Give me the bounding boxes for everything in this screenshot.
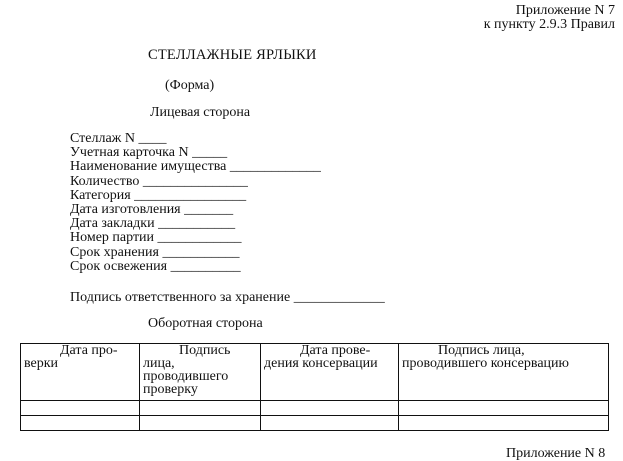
table-cell: [399, 401, 609, 416]
field-batch-number: Номер партии ____________: [70, 230, 242, 246]
field-storage-period: Срок хранения ___________: [70, 244, 240, 260]
field-account-card: Учетная карточка N _____: [70, 145, 228, 161]
table-cell: [399, 416, 609, 431]
field-refresh-period: Срок освежения __________: [70, 258, 241, 274]
table-header-row: [21, 344, 609, 401]
field-storage-date: Дата закладки ___________: [70, 216, 236, 232]
table-cell: [21, 416, 140, 431]
header-check-date: Дата про- верки: [21, 344, 140, 401]
inspection-table: [20, 343, 609, 431]
table-cell: [140, 401, 261, 416]
header-conservation-date: Дата прове- дения консервации: [261, 344, 399, 401]
field-rack-number: Стеллаж N ____: [70, 131, 167, 146]
table-cell: [140, 416, 261, 431]
appendix-reference: к пункту 2.9.3 Правил: [483, 17, 615, 32]
appendix-number: Приложение N 7: [515, 3, 615, 18]
appendix-header: [484, 4, 615, 32]
responsible-signature-line: Подпись ответственного за хранение _____________: [70, 290, 385, 305]
field-category: Категория ________________: [70, 187, 247, 203]
table-cell: [261, 416, 399, 431]
table-row: [21, 401, 609, 416]
field-property-name: Наименование имущества _____________: [70, 159, 321, 175]
table-cell: [261, 401, 399, 416]
form-label: (Форма): [165, 78, 215, 93]
field-manufacture-date: Дата изготовления _______: [70, 202, 234, 218]
back-side-heading: Оборотная сторона: [148, 316, 263, 331]
document-title: СТЕЛЛАЖНЫЕ ЯРЛЫКИ: [148, 47, 317, 63]
next-appendix-heading: Приложение N 8: [506, 446, 606, 461]
header-check-signature: Подпись лица, проводившего проверку: [140, 344, 261, 401]
table-cell: [21, 401, 140, 416]
header-conservation-signature: Подпись лица, проводившего консервацию: [399, 344, 609, 401]
field-quantity: Количество _______________: [70, 173, 248, 189]
label-fields-list: [70, 132, 321, 274]
table-row: [21, 416, 609, 431]
front-side-heading: Лицевая сторона: [150, 105, 251, 120]
